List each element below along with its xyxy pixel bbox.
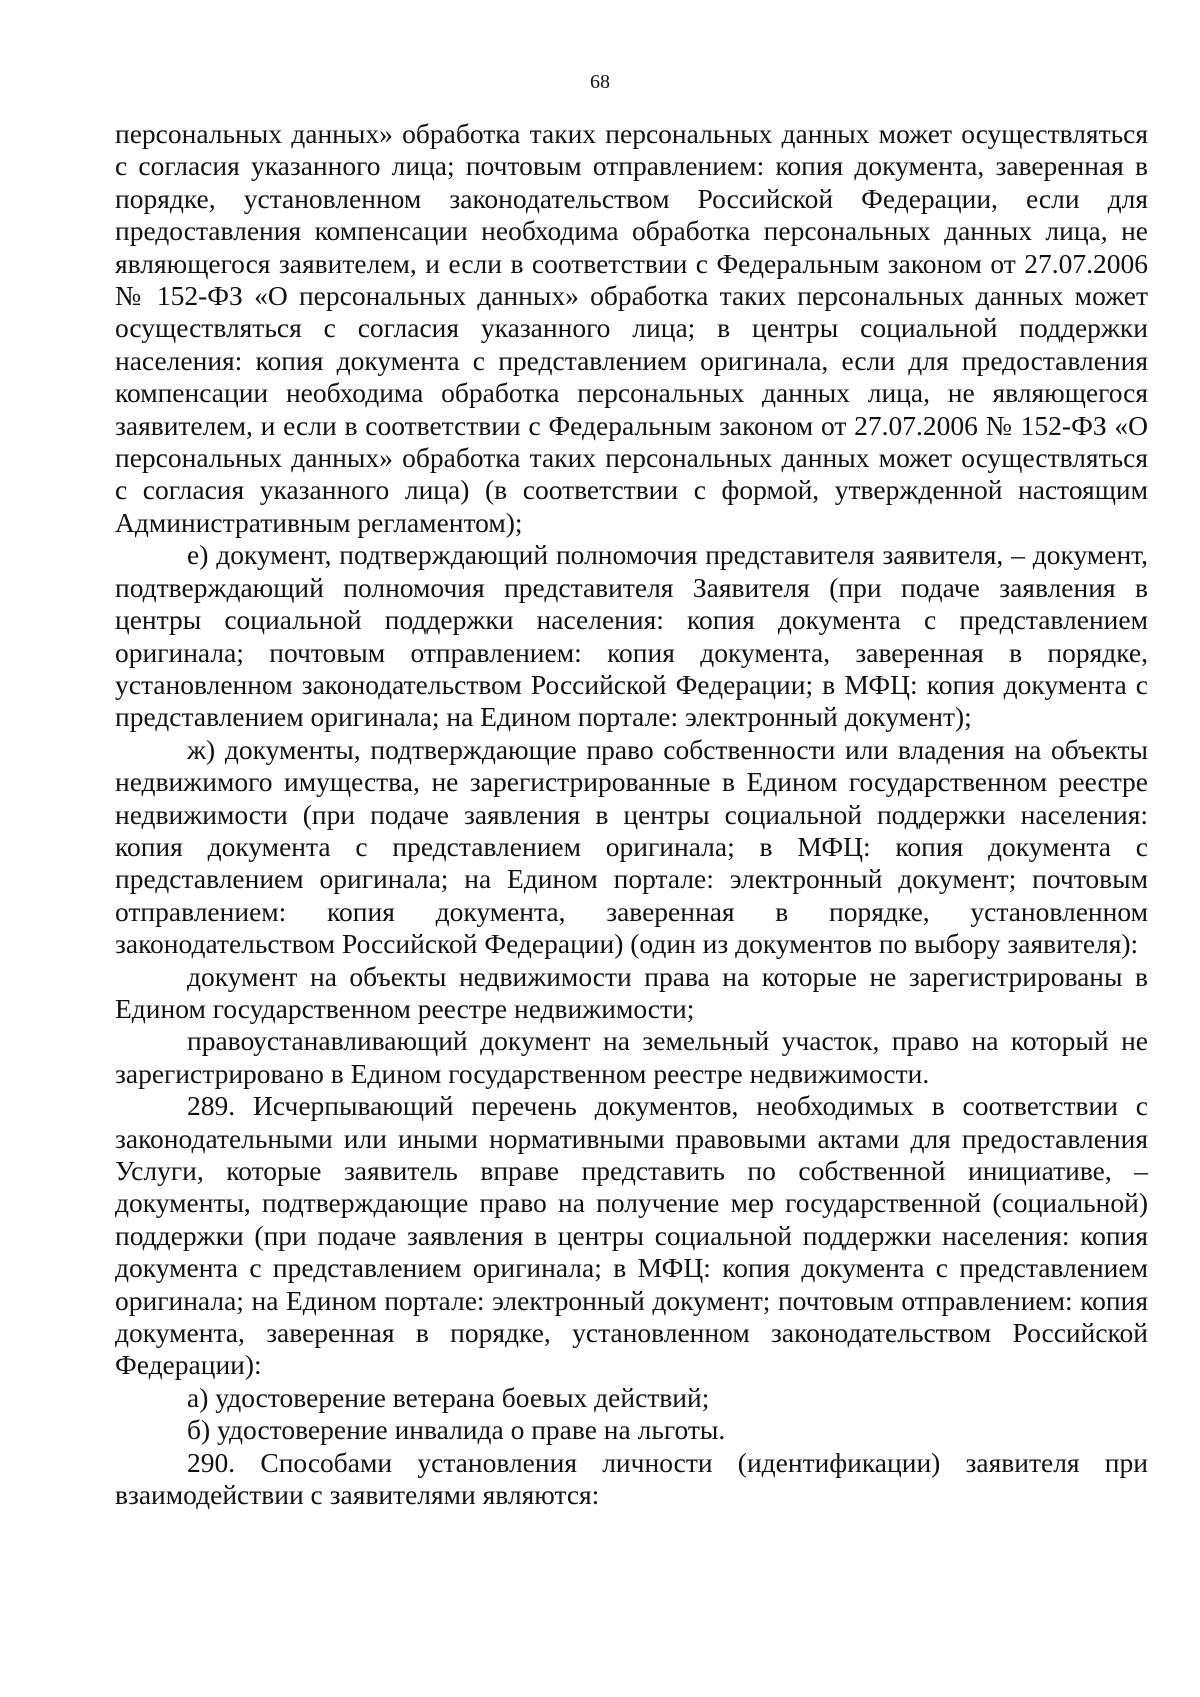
paragraph-290-identification-methods: 290. Способами установления личности (идентификации) заявителя при взаимодействии с заявителями являются: — [115, 1446, 1148, 1511]
page-number: 68 — [590, 71, 610, 93]
paragraph-unregistered-property-document: документ на объекты недвижимости права на которые не зарегистрированы в Едином государственном реестре недвижимости; — [115, 960, 1148, 1024]
paragraph-land-title-document: правоустанавливающий документ на земельный участок, право на который не зарегистрировано в Едином государственном реестре недвижимости. — [115, 1025, 1148, 1089]
paragraph-continuation-personal-data: персональных данных» обработка таких персональных данных может осуществляться с согласия указанного лица; почтовым отправлением: копия документа, заверенная в порядке, установленном законодательством Российской Федерации, если для предоставления компенсации необходима обработка персональных данных лица, не являющегося заявителем, и если в соответствии с Федеральным законом от 27.07.2006 № 152-ФЗ «О персональных данных» обработка таких персональных данных может осуществляться с согласия указанного лица; в центры социальной поддержки населения: копия документа с представлением оригинала, если для предоставления компенсации необходима обработка персональных данных лица, не являющегося заявителем, и если в соответствии с Федеральным законом от 27.07.2006 № 152-ФЗ «О персональных данных» обработка таких персональных данных может осуществляться с согласия указанного лица) (в соответствии с формой, утвержденной настоящим Административным регламентом); — [115, 118, 1148, 538]
paragraph-289-optional-documents: 289. Исчерпывающий перечень документов, необходимых в соответствии с законодательными или иными нормативными правовыми актами для предоставления Услуги, которые заявитель вправе представить по собственной инициативе, – документы, подтверждающие право на получение мер государственной (социальной) поддержки (при подаче заявления в центры социальной поддержки населения: копия документа с представлением оригинала; в МФЦ: копия документа с представлением оригинала; на Едином портале: электронный документ; почтовым отправлением: копия документа, заверенная в порядке, установленном законодательством Российской Федерации): — [115, 1090, 1148, 1381]
paragraph-item-zh-property-documents: ж) документы, подтверждающие право собственности или владения на объекты недвижимого имущества, не зарегистрированные в Едином государственном реестре недвижимости (при подаче заявления в центры социальной поддержки населения: копия документа с представлением оригинала; в МФЦ: копия документа с представлением оригинала; на Едином портале: электронный документ; почтовым отправлением: копия документа, заверенная в порядке, установленном законодательством Российской Федерации) (один из документов по выбору заявителя): — [115, 733, 1148, 960]
paragraph-item-b-disability-certificate: б) удостоверение инвалида о праве на льготы. — [187, 1414, 726, 1446]
paragraph-item-a-veteran-certificate: а) удостоверение ветерана боевых действий; — [187, 1381, 710, 1413]
document-body — [115, 118, 1148, 1511]
paragraph-item-e-representative-authority: е) документ, подтверждающий полномочия представителя заявителя, – документ, подтверждающий полномочия представителя Заявителя (при подаче заявления в центры социальной поддержки населения: копия документа с представлением оригинала; почтовым отправлением: копия документа, заверенная в порядке, установленном законодательством Российской Федерации; в МФЦ: копия документа с представлением оригинала; на Едином портале: электронный документ); — [115, 539, 1148, 733]
